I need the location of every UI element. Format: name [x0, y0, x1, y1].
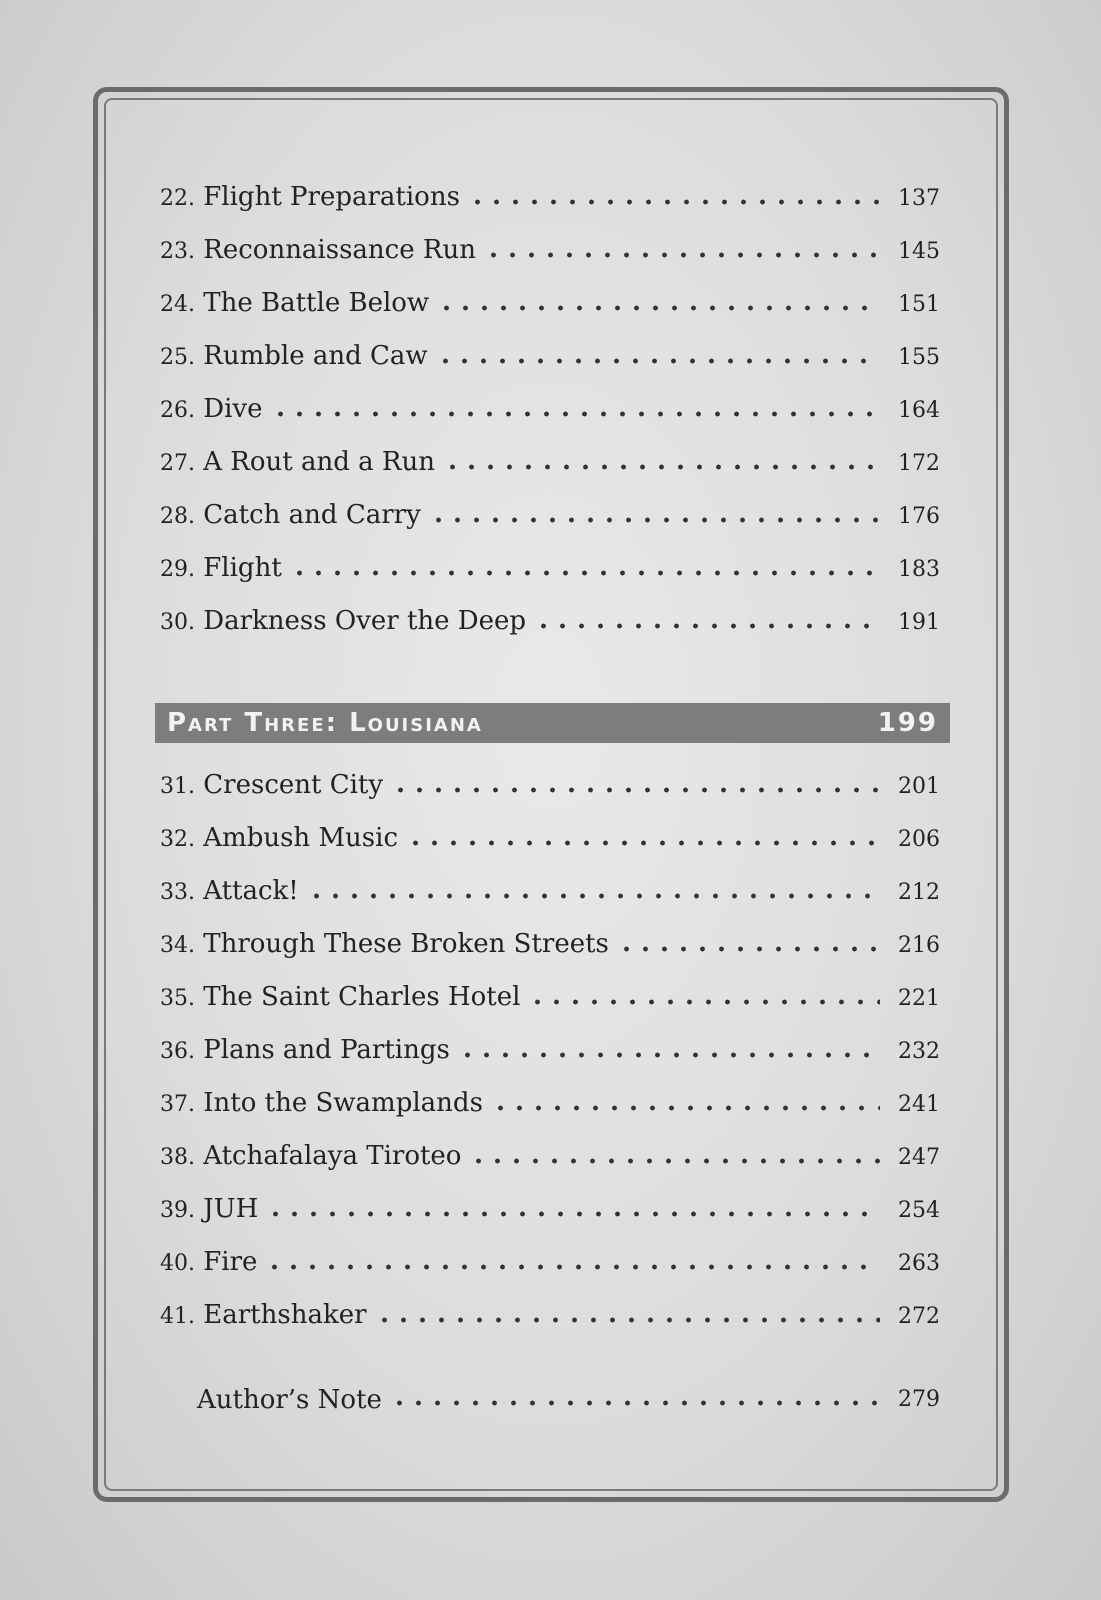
dot-leader [443, 461, 880, 473]
toc-entry[interactable] [160, 321, 940, 374]
toc-entry-title [160, 552, 282, 586]
dot-leader [458, 1049, 880, 1061]
toc-entry-page: 183 [898, 557, 940, 582]
toc-entry-title [160, 1034, 450, 1068]
toc-entry[interactable] [160, 1121, 940, 1174]
toc-entry-page: 176 [898, 504, 940, 529]
toc-entry-text: Reconnaissance Run [203, 235, 476, 265]
toc-entry[interactable] [160, 1227, 940, 1280]
toc-entry-number: 34. [160, 933, 195, 958]
part-three-heading[interactable] [155, 703, 950, 743]
toc-entry-text: The Battle Below [203, 288, 430, 318]
toc-entry-text: Atchafalaya Tiroteo [203, 1141, 462, 1171]
toc-entry[interactable] [160, 374, 940, 427]
toc-entry[interactable] [160, 427, 940, 480]
toc-entry-page: 216 [898, 933, 940, 958]
toc-entry-number: 40. [160, 1251, 195, 1276]
toc-entry-number: 36. [160, 1039, 195, 1064]
toc-entry-number: 30. [160, 610, 195, 635]
toc-entry[interactable] [160, 215, 940, 268]
toc-entry-number: 38. [160, 1145, 195, 1170]
toc-entry-title [160, 393, 263, 427]
toc-entry-number: 23. [160, 239, 195, 264]
toc-entry-title [160, 340, 428, 374]
dot-leader [437, 302, 880, 314]
toc-entry-page: 221 [898, 986, 940, 1011]
toc-entry-title [160, 181, 460, 215]
dot-leader [468, 196, 880, 208]
dot-leader [534, 620, 880, 632]
toc-entry-page: 172 [898, 451, 940, 476]
toc-entry-number: 22. [160, 186, 195, 211]
toc-entry-number: 35. [160, 986, 195, 1011]
toc-entry-page: 191 [898, 610, 940, 635]
toc-entry[interactable] [160, 750, 940, 803]
toc-entry-title: Author’s Note [197, 1385, 382, 1415]
toc-entry[interactable] [160, 533, 940, 586]
toc-entry-number: 26. [160, 398, 195, 423]
toc-entry-text: Darkness Over the Deep [203, 606, 527, 636]
toc-entry-title [160, 1299, 367, 1333]
toc-entry-title [160, 499, 421, 533]
toc-entry-number: 29. [160, 557, 195, 582]
dot-leader [271, 408, 880, 420]
toc-entry-text: Attack! [203, 876, 299, 906]
toc-entry-number: 32. [160, 827, 195, 852]
dot-leader [375, 1314, 880, 1326]
toc-entry-title [160, 981, 520, 1015]
toc-entry[interactable] [160, 803, 940, 856]
toc-entry-title [160, 822, 398, 856]
toc-entry-page: 201 [898, 774, 940, 799]
toc-entry-text: Flight [203, 553, 282, 583]
toc-entry-text: Ambush Music [203, 823, 399, 853]
dot-leader [265, 1261, 880, 1273]
toc-entry-page: 137 [898, 186, 940, 211]
toc-entry[interactable] [160, 1068, 940, 1121]
toc-entry-title [160, 287, 429, 321]
toc-entry-text: Plans and Partings [203, 1035, 450, 1065]
toc-entry-title [160, 1140, 461, 1174]
toc-entry[interactable] [160, 962, 940, 1015]
dot-leader [266, 1208, 880, 1220]
toc-entry-number: 41. [160, 1304, 195, 1329]
toc-entry-page: 145 [898, 239, 940, 264]
part-three-page: 199 [877, 708, 938, 738]
toc-entry-text: Flight Preparations [203, 182, 460, 212]
dot-leader [390, 1397, 880, 1409]
toc-entry[interactable] [160, 1174, 940, 1227]
toc-entry-text: A Rout and a Run [203, 447, 435, 477]
dot-leader [391, 784, 880, 796]
toc-entry-title [160, 1246, 257, 1280]
toc-entry-number: 25. [160, 345, 195, 370]
toc-entry-title [160, 1087, 483, 1121]
toc-entry-number: 37. [160, 1092, 195, 1117]
dot-leader [484, 249, 880, 261]
part-three-label: Part Three: Louisiana [167, 708, 483, 738]
dot-leader [429, 514, 880, 526]
toc-entry-number: 27. [160, 451, 195, 476]
dot-leader [491, 1102, 880, 1114]
toc-entry-text: Through These Broken Streets [203, 929, 609, 959]
dot-leader [307, 890, 880, 902]
toc-entry-title [160, 1193, 258, 1227]
dot-leader [436, 355, 880, 367]
toc-entry-text: Fire [203, 1247, 258, 1277]
toc-entry-page: 212 [898, 880, 940, 905]
toc-entry-title [160, 605, 526, 639]
toc-entry-title [160, 928, 609, 962]
toc-entry-page: 254 [898, 1198, 940, 1223]
toc-entry-text: Earthshaker [203, 1300, 367, 1330]
toc-entry-page: 155 [898, 345, 940, 370]
toc-entry-page: 164 [898, 398, 940, 423]
toc-entry-text: Catch and Carry [203, 500, 421, 530]
toc-entry-title [160, 234, 476, 268]
toc-entry-page: 263 [898, 1251, 940, 1276]
toc-entry-authors-note[interactable] [197, 1363, 940, 1416]
toc-entry-title [160, 769, 383, 803]
toc-entry-page: 247 [898, 1145, 940, 1170]
dot-leader [290, 567, 880, 579]
dot-leader [528, 996, 880, 1008]
toc-entry-number: 31. [160, 774, 195, 799]
toc-entry[interactable] [160, 1280, 940, 1333]
dot-leader [406, 837, 880, 849]
dot-leader [617, 943, 880, 955]
toc-entry[interactable] [160, 909, 940, 962]
toc-entry-title [160, 446, 435, 480]
toc-entry-number: 39. [160, 1198, 195, 1223]
toc-entry[interactable] [160, 856, 940, 909]
toc-entry-number: 24. [160, 292, 195, 317]
toc-entry[interactable] [160, 268, 940, 321]
toc-entry-text: JUH [203, 1194, 259, 1224]
toc-entry-page: 279 [898, 1387, 940, 1412]
toc-entry-page: 272 [898, 1304, 940, 1329]
toc-entry-page: 241 [898, 1092, 940, 1117]
toc-entry-text: Dive [203, 394, 263, 424]
toc-entry-page: 151 [898, 292, 940, 317]
toc-entry[interactable] [160, 586, 940, 639]
toc-entry[interactable] [160, 1015, 940, 1068]
toc-entry-text: Rumble and Caw [203, 341, 428, 371]
toc-entry[interactable] [160, 162, 940, 215]
toc-entry-page: 232 [898, 1039, 940, 1064]
toc-entry-number: 28. [160, 504, 195, 529]
toc-entry-text: Into the Swamplands [203, 1088, 483, 1118]
toc-entry-page: 206 [898, 827, 940, 852]
toc-entry[interactable] [160, 480, 940, 533]
dot-leader [469, 1155, 880, 1167]
toc-entry-text: The Saint Charles Hotel [203, 982, 521, 1012]
toc-entry-number: 33. [160, 880, 195, 905]
toc-entry-text: Crescent City [203, 770, 384, 800]
toc-entry-title [160, 875, 299, 909]
